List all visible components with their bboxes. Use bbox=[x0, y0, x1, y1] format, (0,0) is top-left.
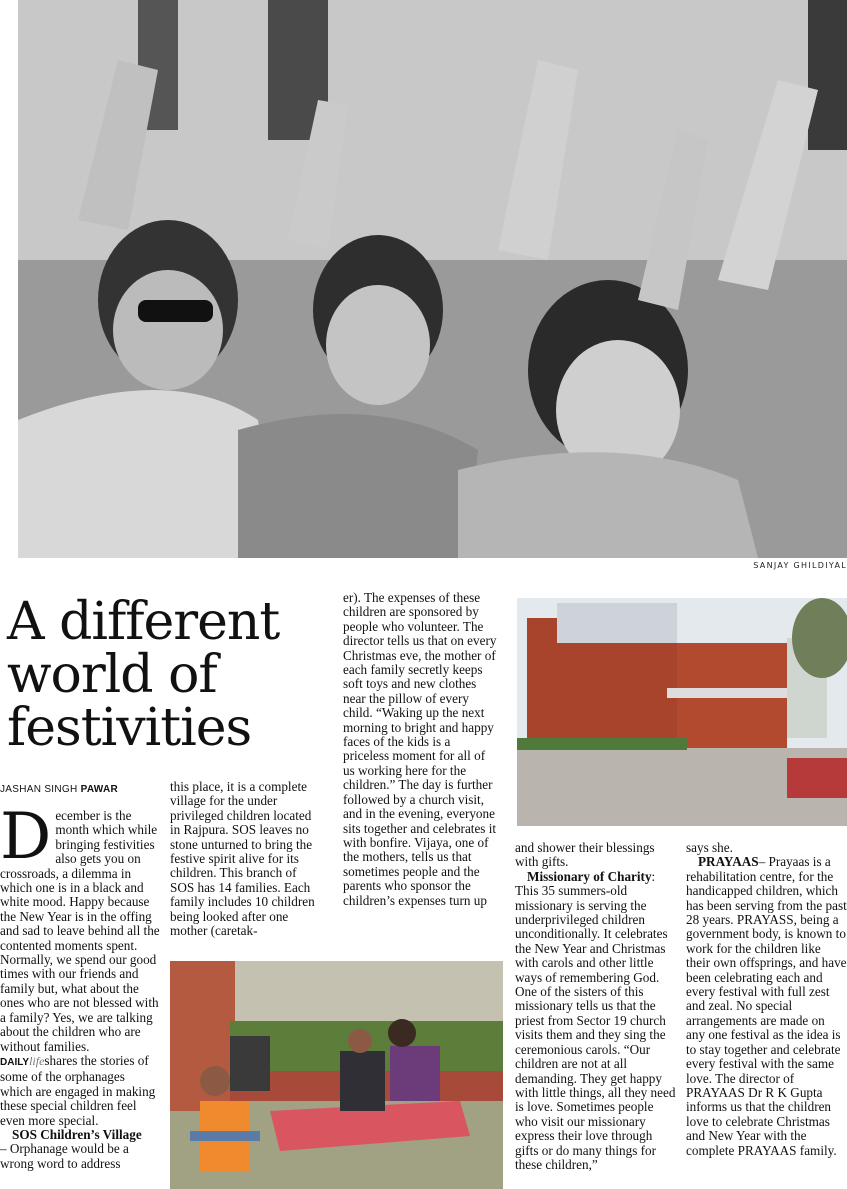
hero-photo bbox=[18, 0, 847, 558]
prayaas-paragraph bbox=[686, 855, 847, 1158]
children-photo bbox=[170, 961, 503, 1189]
prayaas-heading: PRAYAAS bbox=[698, 854, 759, 870]
dropcap: D bbox=[0, 809, 52, 874]
sos-text-4: and shower their blessings with gifts. bbox=[515, 841, 655, 870]
brand-text: shares the stories of some of the orphanages which are engaged in making these special children feel even more special. bbox=[0, 1052, 156, 1128]
article-column-2 bbox=[170, 780, 323, 960]
article-column-5 bbox=[686, 841, 847, 1189]
hero-photo-image bbox=[18, 0, 847, 558]
byline bbox=[0, 784, 170, 795]
intro-paragraph bbox=[0, 809, 160, 1054]
brand-paragraph bbox=[0, 1054, 160, 1128]
headline bbox=[7, 592, 327, 758]
sos-heading: SOS Children’s Village bbox=[12, 1126, 142, 1142]
article-column-3 bbox=[343, 591, 498, 941]
building-photo bbox=[517, 598, 847, 826]
moc-paragraph bbox=[515, 870, 679, 1173]
headline-line-1: A different bbox=[7, 592, 280, 652]
sos-text-1: – Orphanage would be a wrong word to address bbox=[0, 1141, 129, 1171]
sos-text-3: er). The expenses of these children are sponsored by people who volunteer. The director tells us that on every Christmas eve, the mother of each family secretly keeps soft toys and new clothes near the pillow of every child. “Waking up the next morning to bright and happy faces of the kids is a priceless moment for all of us working here for the children.” The day is further followed by a church visit, and in the evening, everyone sits together and celebrates it with bonfire. Vijaya, one of the mothers, tells us that sometimes people and the parents who sponsor the children’s expenses turn up bbox=[343, 591, 497, 908]
byline-first: JASHAN SINGH bbox=[0, 784, 78, 795]
building-photo-image bbox=[517, 598, 847, 826]
intro-text: ecember is the month which while bringing festivities also gets you on crossroads, a dilemma in which one is in a black and white mood. Happy because the New Year is in the offing and sad to leave behind all the contented moments spent. Normally, we spend our good times with our friends and family but, what about the ones who are not blessed with a family? Yes, we are talking about the children who are without families. bbox=[0, 809, 160, 1054]
prayaas-text: – Prayaas is a rehabilitation centre, for the handicapped children, which has been serving from the past 28 years. PRAYASS, being a government body, is known to work for the children like their own offsprings, and have been celebrating each and every festival with full zest and zeal. No special arrangements are made on any one festival as the idea is to stay together and celebrate every festival with the same love. The director of PRAYAAS Dr R K Gupta informs us that the children love to celebrate Christmas and New Year with the complete PRAYAAS family. bbox=[686, 854, 847, 1158]
photo-credit: SANJAY GHILDIYAL bbox=[753, 561, 847, 570]
moc-end: says she. bbox=[686, 841, 733, 855]
children-photo-image bbox=[170, 961, 503, 1189]
brand-daily: DAILY bbox=[0, 1056, 30, 1068]
sos-paragraph bbox=[0, 1128, 160, 1171]
sos-text-2: this place, it is a complete village for the under privileged children located in Rajpura. SOS leaves no stone unturned to bring the festive spirit alive for its children. This branch of SOS has 14 families. Each family includes 10 children being looked after one mother (caretak- bbox=[170, 780, 315, 939]
article-column-1 bbox=[0, 809, 160, 1189]
article-column-4 bbox=[515, 841, 679, 1189]
moc-heading: Missionary of Charity bbox=[527, 868, 652, 884]
brand-life: life bbox=[29, 1053, 45, 1068]
moc-text: : This 35 summers-old missionary is serving the underprivileged children unconditionally. It celebrates the New Year and Christmas with carols and other little ways of remembering God. One of the sisters of this missionary tells us that the priest from Sector 19 church visits them and they sing the ceremonious carols. “Our children are not at all demanding. They get happy with little things, all they need is love. Sometimes people who visit our missionary express their love through gifts or do many things for these children,” bbox=[515, 868, 676, 1172]
headline-line-2: world of bbox=[7, 645, 217, 705]
headline-line-3: festivities bbox=[7, 698, 252, 758]
byline-last: PAWAR bbox=[80, 784, 119, 795]
